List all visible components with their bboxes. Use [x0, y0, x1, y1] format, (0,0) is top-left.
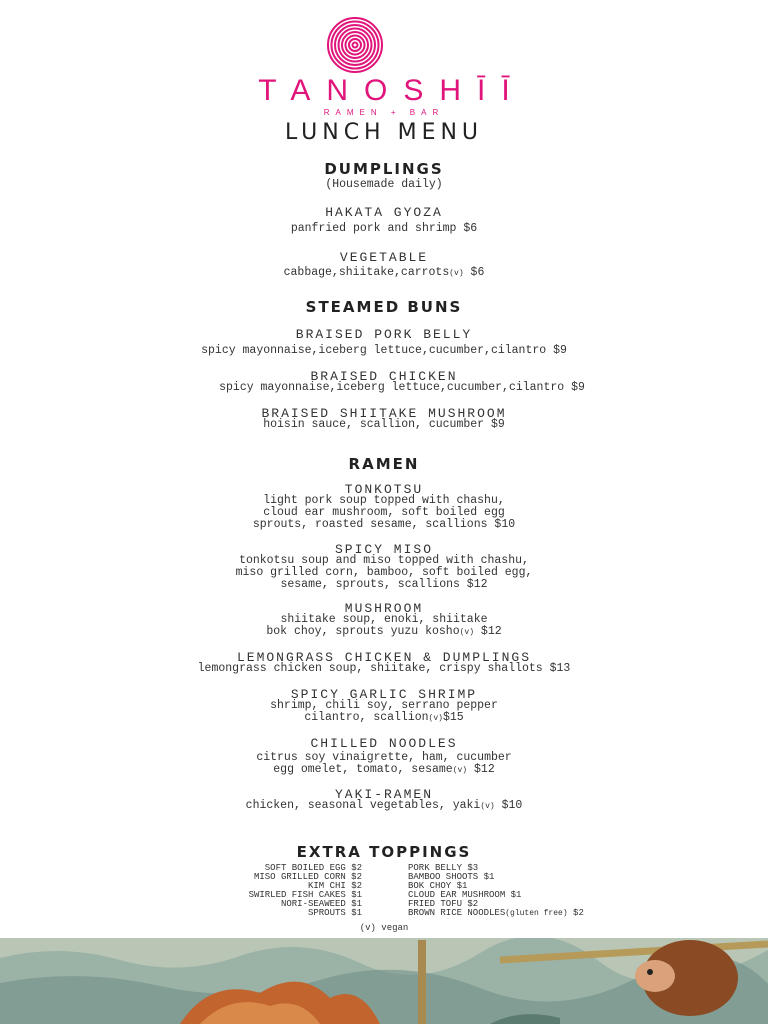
item-name-hakata-gyoza: HAKATA GYOZA [325, 205, 443, 220]
brand-name: TANOSHĪĪ [258, 74, 526, 107]
topping-item: FRIED TOFU $2 [408, 899, 479, 909]
topping-item: SWIRLED FISH CAKES $1 [248, 890, 362, 900]
item-desc-spicy-miso: tonkotsu soup and miso topped with chashu, miso grilled corn, bamboo, soft boiled egg, sesame, sprouts, scallions $12 [235, 554, 533, 591]
item-name-braised-pork-belly: BRAISED PORK BELLY [295, 327, 473, 342]
topping-item: PORK BELLY $3 [408, 863, 479, 873]
brand-tagline: RAMEN + BAR [323, 108, 445, 117]
section-heading-dumplings: DUMPLINGS [324, 160, 444, 178]
item-desc-braised-chicken: spicy mayonnaise,iceberg lettuce,cucumber,cilantro $9 [219, 381, 585, 394]
item-desc-spicy-garlic-shrimp: shrimp, chili soy, serrano pepper cilantro, scallion(v)$15 [270, 699, 498, 724]
section-heading-extra-toppings: EXTRA TOPPINGS [296, 843, 472, 861]
item-name-chilled-noodles: CHILLED NOODLES [310, 736, 458, 751]
item-desc-vegetable: cabbage,shiitake,carrots(v) $6 [283, 266, 485, 279]
item-desc-chilled-noodles: citrus soy vinaigrette, ham, cucumber egg omelet, tomato, sesame(v) $12 [256, 751, 512, 776]
topping-item: SOFT BOILED EGG $2 [264, 863, 362, 873]
dumplings-note: (Housemade daily) [325, 178, 443, 191]
item-desc-yaki-ramen: chicken, seasonal vegetables, yaki(v) $10 [245, 799, 523, 812]
topping-item: BOK CHOY $1 [408, 881, 468, 891]
toppings-list-left [150, 864, 362, 918]
item-name-mushroom: MUSHROOM [344, 601, 424, 616]
item-name-vegetable: VEGETABLE [339, 250, 429, 265]
topping-item: BAMBOO SHOOTS $1 [408, 872, 495, 882]
item-name-spicy-garlic-shrimp: SPICY GARLIC SHRIMP [290, 687, 478, 702]
topping-item: KIM CHI $2 [307, 881, 362, 891]
item-name-lemongrass-chicken-dumplings: LEMONGRASS CHICKEN & DUMPLINGS [236, 650, 532, 665]
section-heading-steamed-buns: STEAMED BUNS [305, 298, 463, 316]
spiral-logo-icon [327, 17, 383, 73]
toppings-list-right [408, 864, 728, 918]
page-title: LUNCH MENU [284, 120, 484, 145]
vegan-footnote: (v) vegan [359, 923, 409, 933]
item-name-spicy-miso: SPICY MISO [334, 542, 433, 557]
item-desc-hakata-gyoza: panfried pork and shrimp $6 [290, 222, 478, 235]
topping-item: NORI-SEAWEED $1 [280, 899, 362, 909]
item-name-tonkotsu: TONKOTSU [344, 482, 424, 497]
item-desc-lemongrass-chicken-dumplings: lemongrass chicken soup, shiitake, crispy shallots $13 [197, 662, 571, 675]
item-desc-braised-shiitake-mushroom: hoisin sauce, scallion, cucumber $9 [263, 418, 505, 431]
decorative-painting-image [0, 938, 768, 1024]
item-name-yaki-ramen: YAKI-RAMEN [334, 787, 433, 802]
item-desc-tonkotsu: light pork soup topped with chashu, cloud ear mushroom, soft boiled egg sprouts, roasted sesame, scallions $10 [252, 494, 516, 531]
item-name-braised-chicken: BRAISED CHICKEN [310, 369, 458, 384]
item-desc-mushroom: shiitake soup, enoki, shiitake bok choy, sprouts yuzu kosho(v) $12 [266, 613, 502, 638]
topping-item: SPROUTS $1 [307, 908, 362, 918]
topping-item: CLOUD EAR MUSHROOM $1 [408, 890, 522, 900]
topping-item: BROWN RICE NOODLES(gluten free) $2 [408, 908, 584, 918]
topping-item: MISO GRILLED CORN $2 [253, 872, 362, 882]
item-name-braised-shiitake-mushroom: BRAISED SHIITAKE MUSHROOM [261, 406, 507, 421]
section-heading-ramen: RAMEN [348, 455, 420, 473]
item-desc-braised-pork-belly: spicy mayonnaise,iceberg lettuce,cucumber,cilantro $9 [201, 344, 567, 357]
